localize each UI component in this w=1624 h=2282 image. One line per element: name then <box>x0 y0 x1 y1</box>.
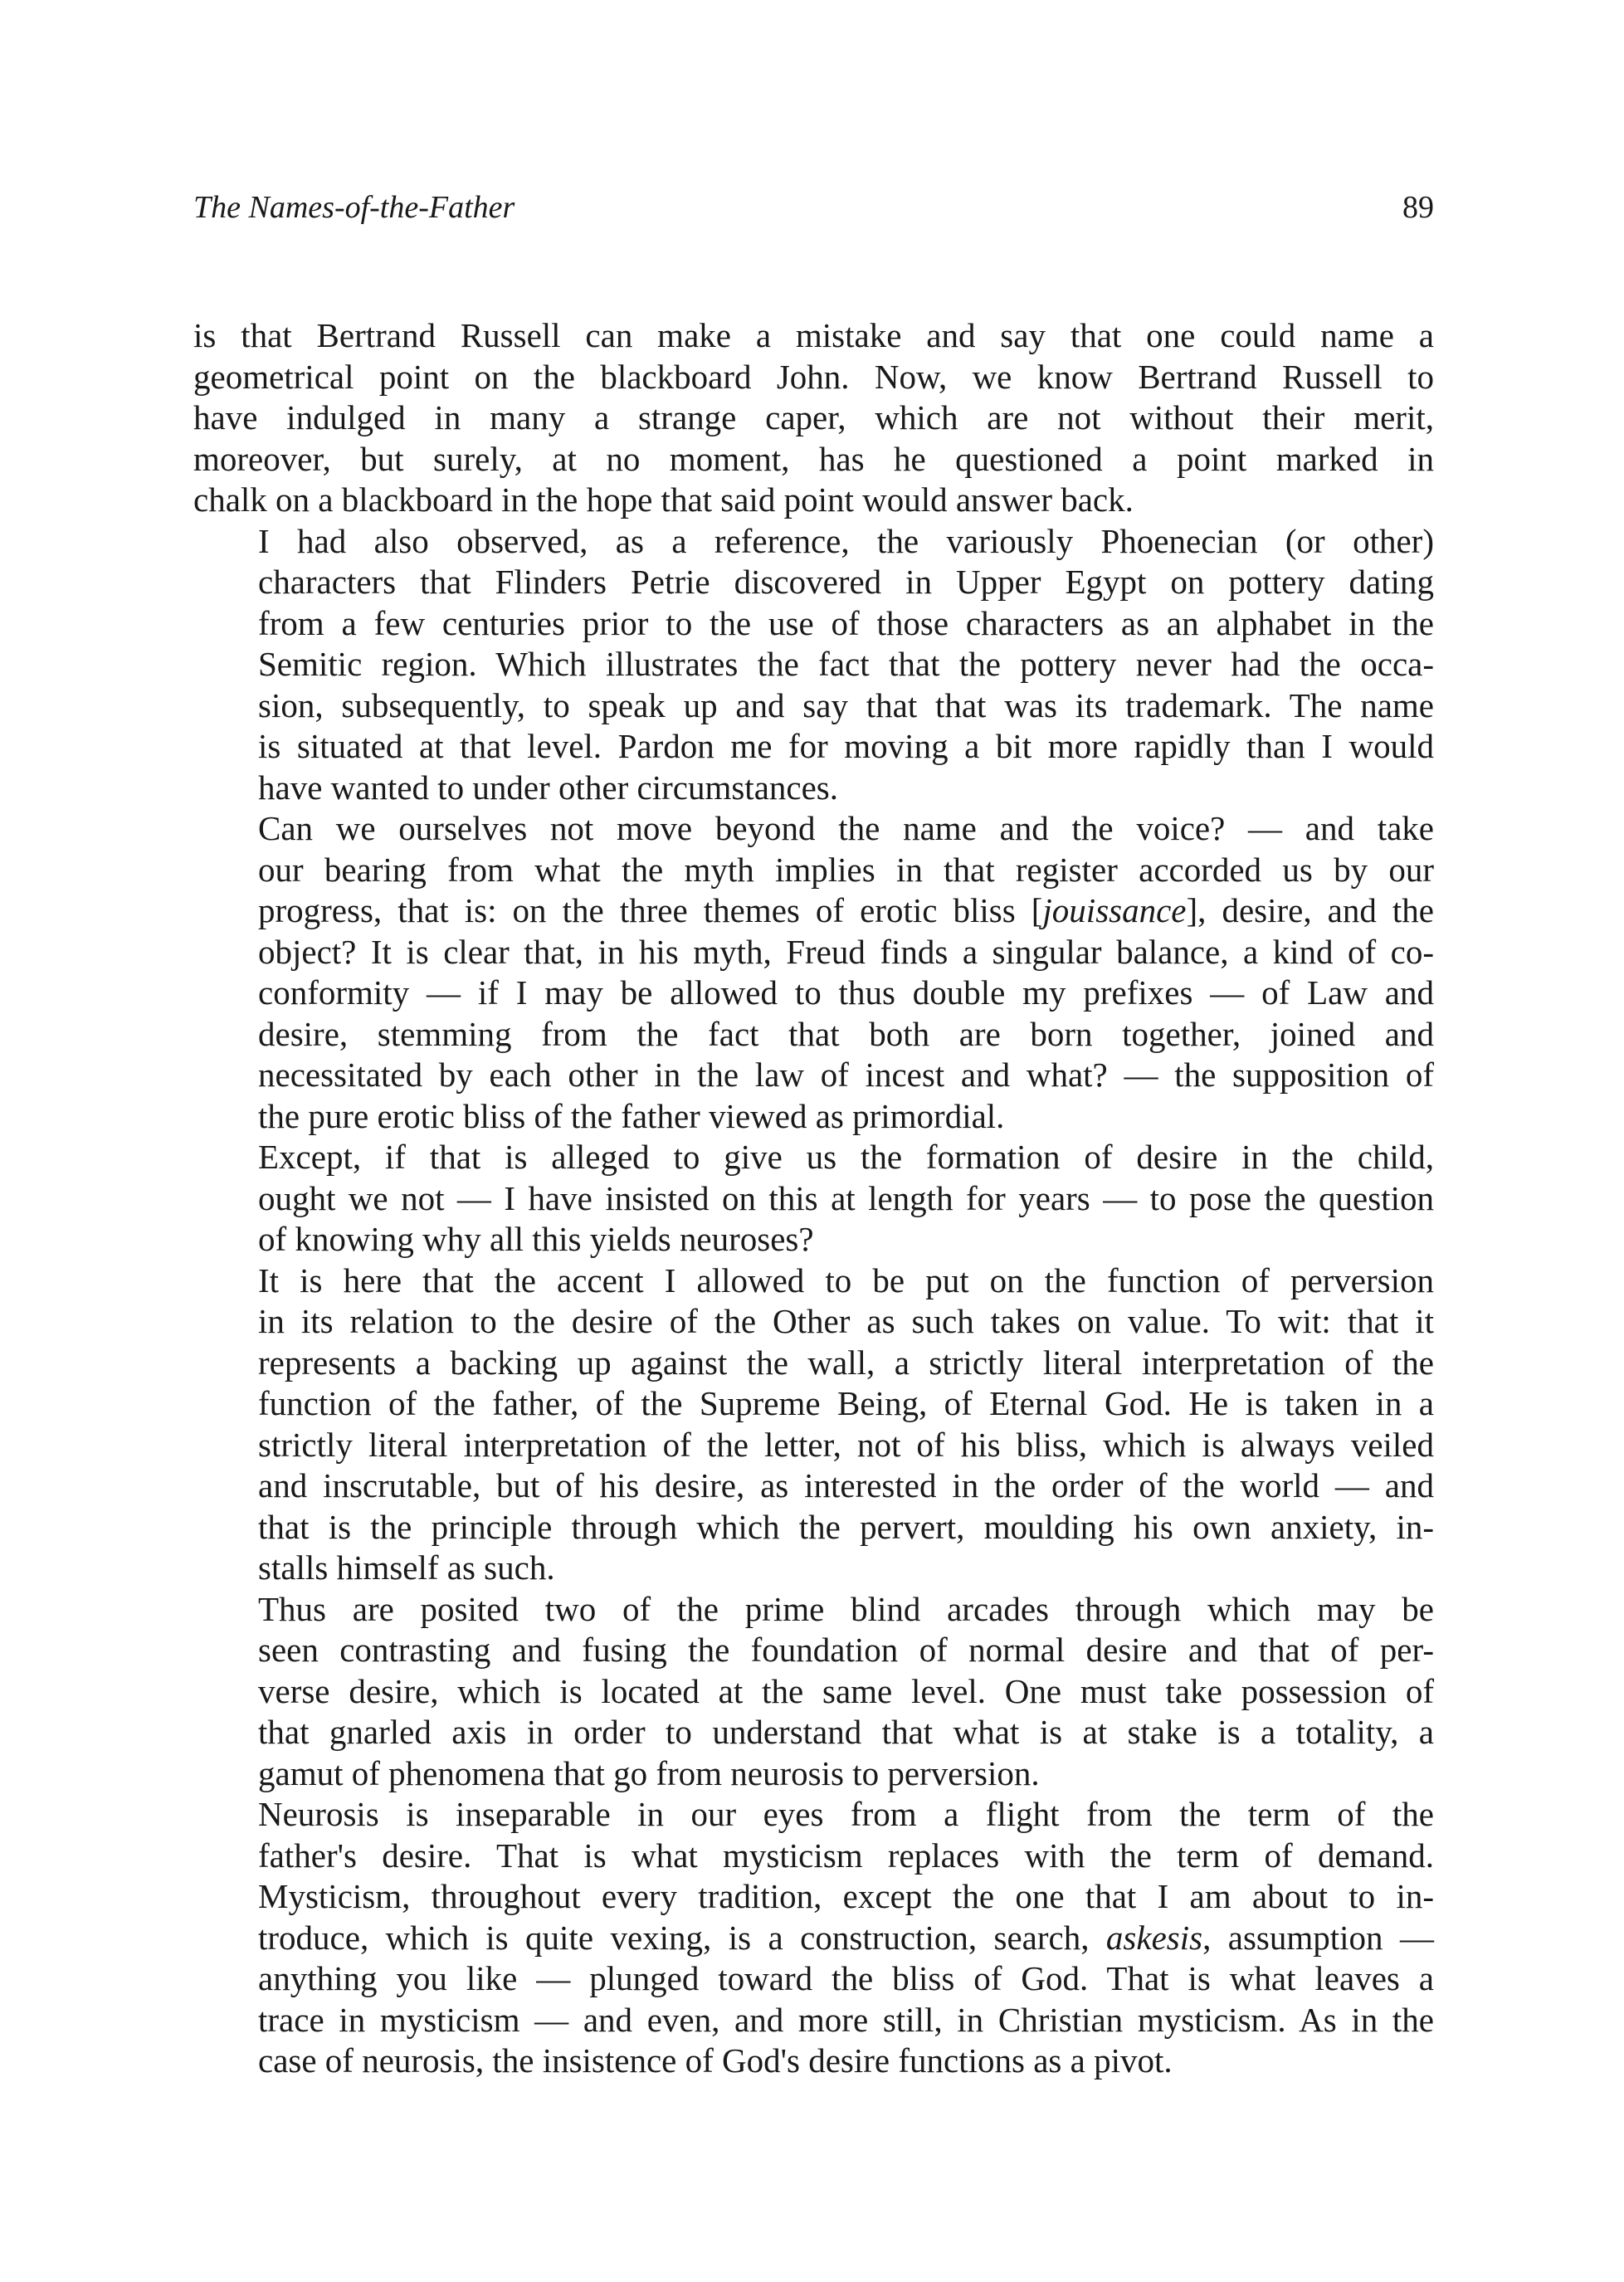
text-line: gamut of phenomena that go from neurosis to perversion. <box>258 1753 1040 1792</box>
paragraph-1 <box>193 315 1434 521</box>
text-line: the pure erotic bliss of the father viewed as primordial. <box>258 1096 1005 1135</box>
text-line: verse desire, which is located at the same level. One must take possession of <box>258 1671 1434 1710</box>
text-line: moreover, but surely, at no moment, has he questioned a point marked in <box>193 439 1434 478</box>
text-line: Neurosis is inseparable in our eyes from a flight from the term of the <box>258 1795 1434 1833</box>
running-title: The Names-of-the-Father <box>193 190 515 225</box>
text-line: object? It is clear that, in his myth, Freud finds a singular balance, a kind of co- <box>258 932 1434 971</box>
text-line: desire, stemming from the fact that both are born together, joined and <box>258 1014 1434 1053</box>
page-number: 89 <box>1402 190 1434 225</box>
text-line: I had also observed, as a reference, the variously Phoenecian (or other) <box>258 521 1434 560</box>
text-fragment: , assumption — <box>1202 1918 1434 1957</box>
text-line: ought we not — I have insisted on this at length for years — to pose the question <box>258 1178 1434 1217</box>
text-line: is that Bertrand Russell can make a mistake and say that one could name a <box>193 316 1434 354</box>
text-line: case of neurosis, the insistence of God's desire functions as a pivot. <box>258 2041 1173 2080</box>
text-line: Except, if that is alleged to give us the formation of desire in the child, <box>258 1138 1434 1176</box>
text-line: have indulged in many a strange caper, which are not without their merit, <box>193 398 1434 436</box>
text-line: Thus are posited two of the prime blind arcades through which may be <box>258 1589 1434 1628</box>
paragraph-5 <box>193 1260 1434 1589</box>
text-line: have wanted to under other circumstances. <box>258 768 839 807</box>
italic-term: jouissance <box>1042 891 1187 929</box>
text-line: Can we ourselves not move beyond the name and the voice? — and take <box>258 809 1434 847</box>
text-line: that is the principle through which the pervert, moulding his own anxiety, in- <box>258 1507 1434 1546</box>
text-fragment: progress, that is: on the three themes of erotic bliss [ <box>258 891 1043 929</box>
text-line: of knowing why all this yields neuroses? <box>258 1220 814 1258</box>
text-line: that gnarled axis in order to understand that what is at stake is a totality, a <box>258 1713 1434 1751</box>
text-line: in its relation to the desire of the Other as such takes on value. To wit: that it <box>258 1302 1434 1340</box>
text-line: stalls himself as such. <box>258 1548 555 1587</box>
text-line: characters that Flinders Petrie discovered in Upper Egypt on pottery dating <box>258 563 1434 601</box>
paragraph-2 <box>193 521 1434 809</box>
text-line-with-italic <box>193 1918 1434 1959</box>
text-line: from a few centuries prior to the use of those characters as an alphabet in the <box>258 603 1434 642</box>
text-line: necessitated by each other in the law of incest and what? — the supposition of <box>258 1056 1434 1094</box>
text-line: conformity — if I may be allowed to thus double my prefixes — of Law and <box>258 973 1434 1012</box>
text-line: seen contrasting and fusing the foundation of normal desire and that of per- <box>258 1631 1434 1669</box>
paragraph-4 <box>193 1137 1434 1260</box>
text-line: strictly literal interpretation of the letter, not of his bliss, which is always veiled <box>258 1425 1434 1464</box>
text-line: and inscrutable, but of his desire, as interested in the order of the world — and <box>258 1466 1434 1504</box>
text-line: function of the father, of the Supreme Being, of Eternal God. He is taken in a <box>258 1384 1434 1422</box>
text-line: represents a backing up against the wall, a strictly literal interpretation of the <box>258 1343 1434 1382</box>
text-line: trace in mysticism — and even, and more still, in Christian mysticism. As in the <box>258 2000 1434 2039</box>
text-line: It is here that the accent I allowed to be put on the function of perversion <box>258 1260 1434 1299</box>
text-fragment: ], desire, and the <box>1186 891 1434 929</box>
text-line: anything you like — plunged toward the bliss of God. That is what leaves a <box>258 1959 1434 1997</box>
text-line: Semitic region. Which illustrates the fact that the pottery never had the occa- <box>258 645 1434 683</box>
text-line: sion, subsequently, to speak up and say that that was its trademark. The name <box>258 685 1434 724</box>
text-line: is situated at that level. Pardon me for moving a bit more rapidly than I would <box>258 727 1434 765</box>
paragraph-6 <box>193 1589 1434 1795</box>
body-text <box>193 315 1434 2082</box>
text-line: our bearing from what the myth implies in that register accorded us by our <box>258 850 1434 889</box>
paragraph-7 <box>193 1794 1434 2082</box>
text-line: geometrical point on the blackboard John. Now, we know Bertrand Russell to <box>193 357 1434 396</box>
text-line: Mysticism, throughout every tradition, except the one that I am about to in- <box>258 1877 1434 1915</box>
text-line: father's desire. That is what mysticism replaces with the term of demand. <box>258 1836 1434 1875</box>
italic-term: askesis <box>1105 1918 1203 1957</box>
text-fragment: troduce, which is quite vexing, is a construction, search, <box>258 1918 1106 1957</box>
running-head <box>193 189 1434 226</box>
text-line-with-italic <box>193 890 1434 932</box>
paragraph-3 <box>193 808 1434 1137</box>
text-line: chalk on a blackboard in the hope that said point would answer back. <box>193 480 1134 519</box>
